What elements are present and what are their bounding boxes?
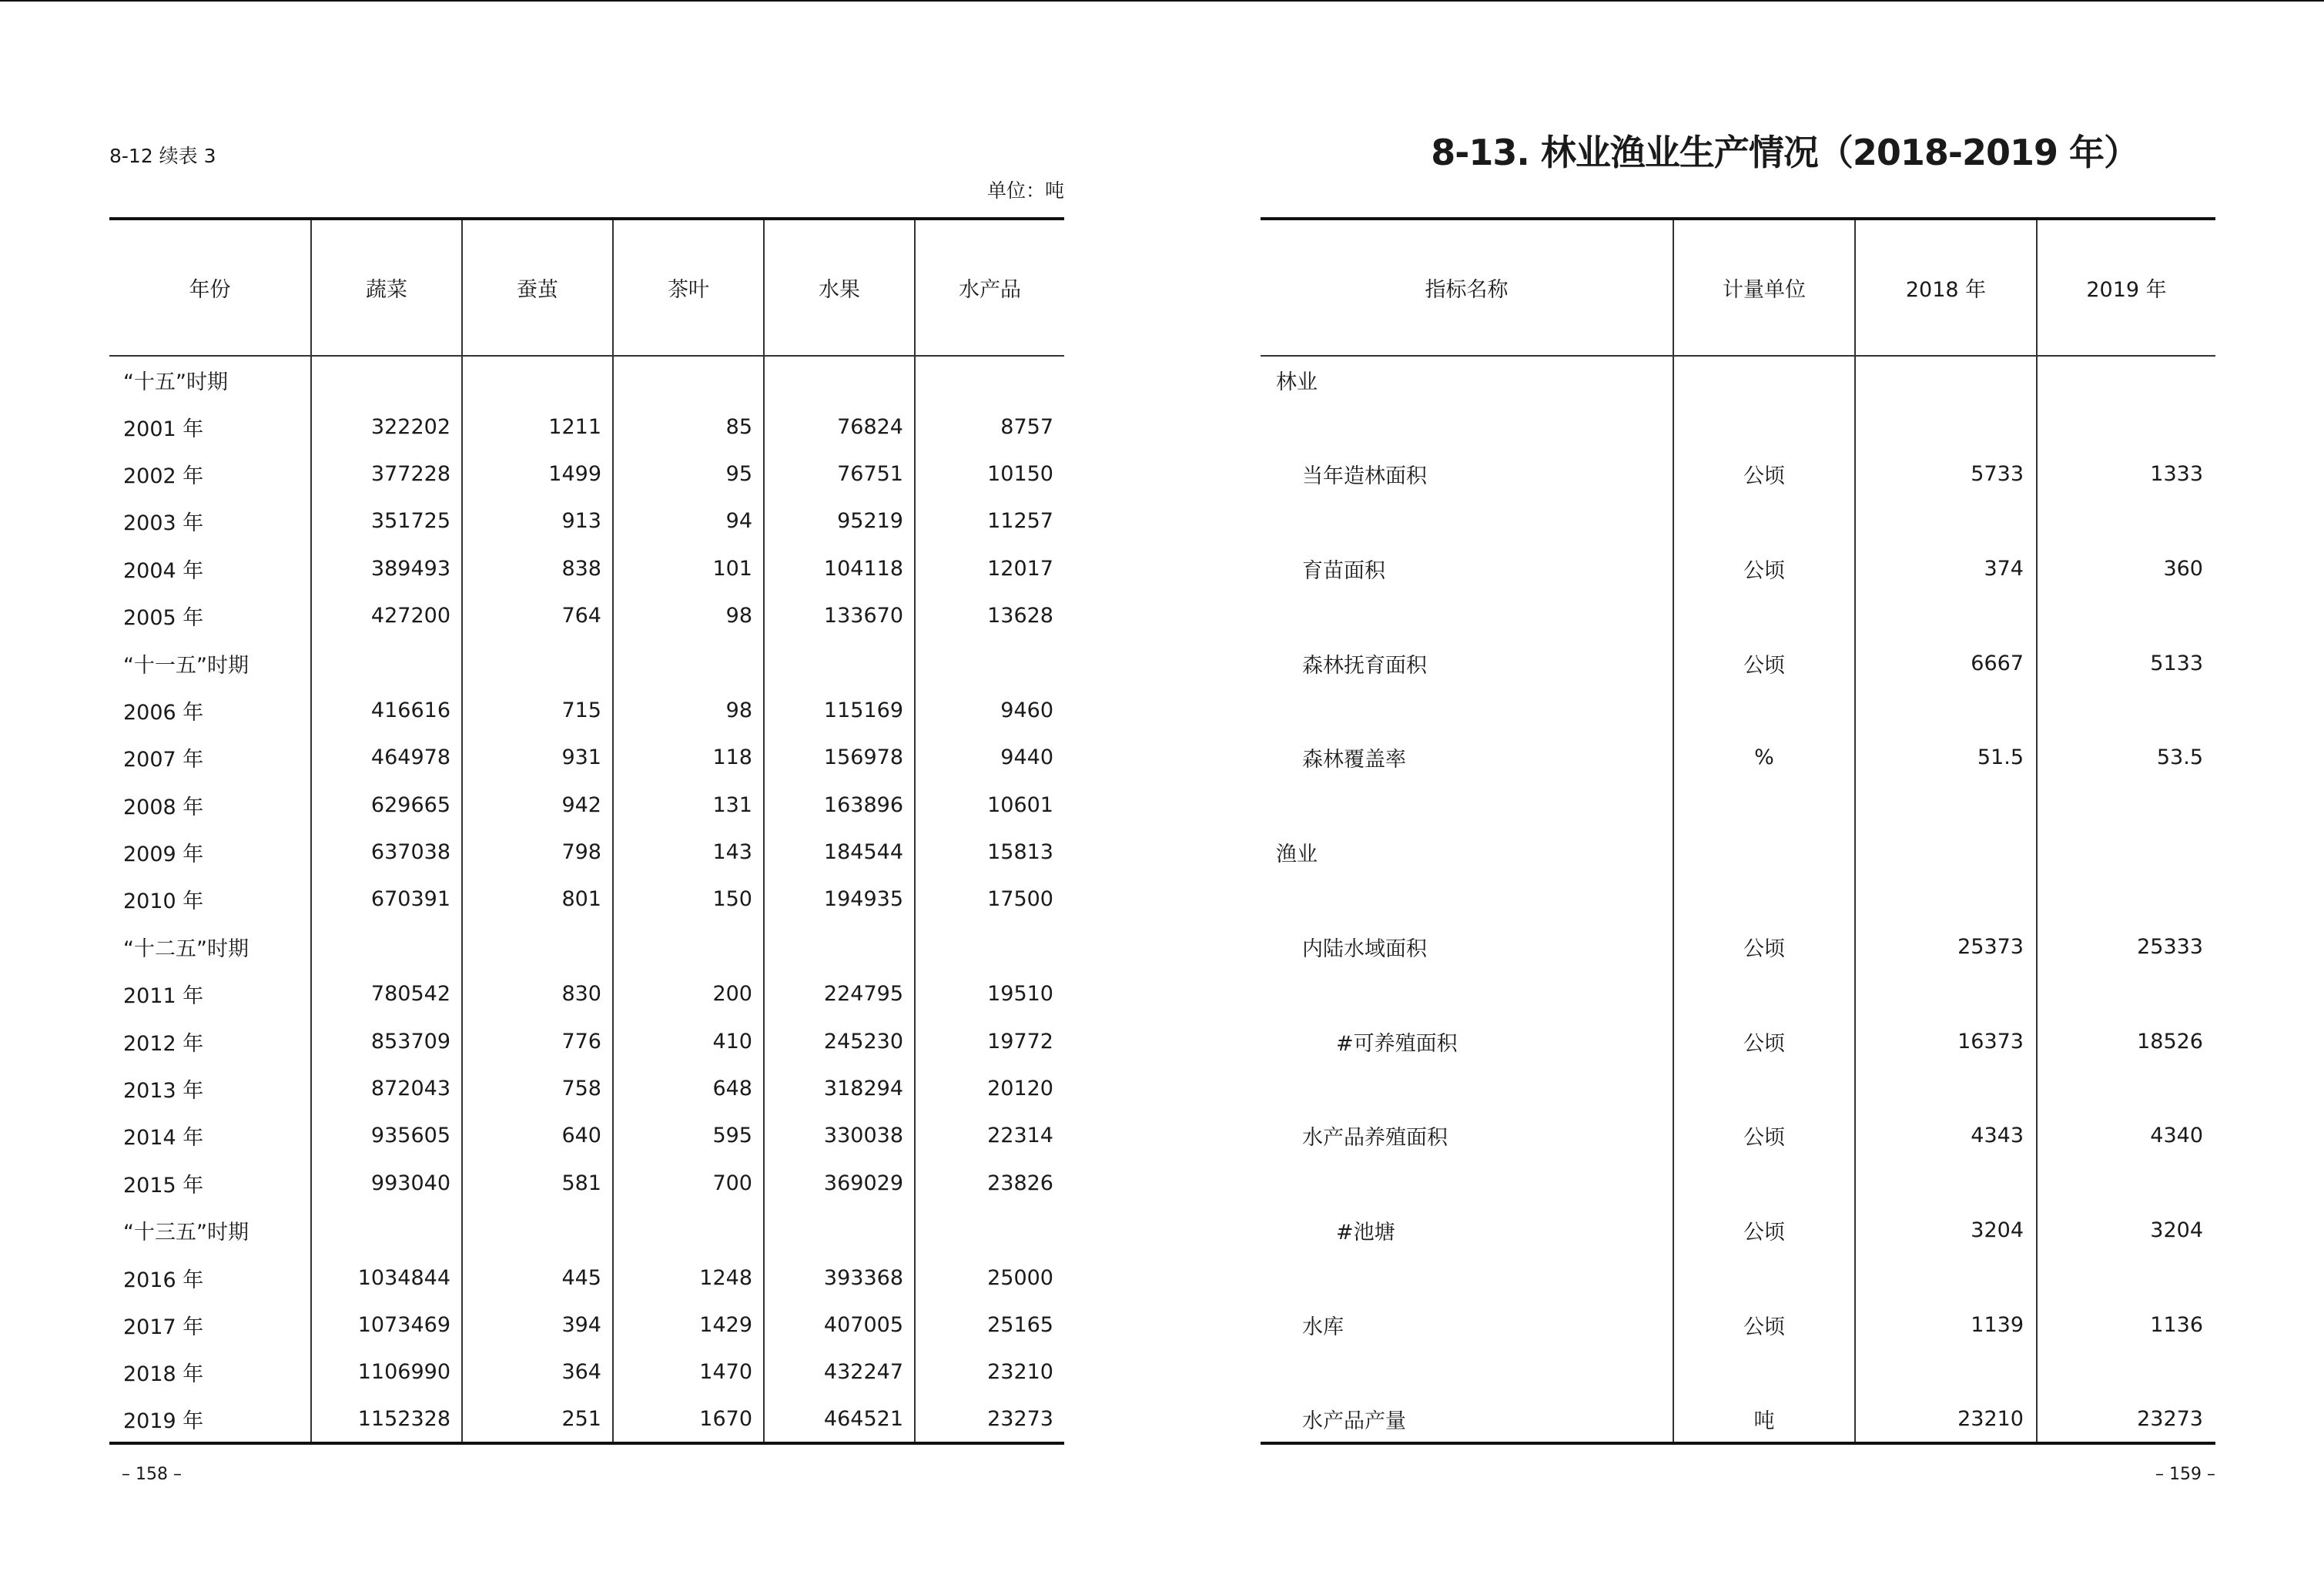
cell-value bbox=[613, 923, 764, 970]
value-2018 bbox=[1855, 356, 2037, 403]
cell-value bbox=[764, 356, 915, 403]
cell-value: 364 bbox=[462, 1348, 613, 1395]
cell-value: 432247 bbox=[764, 1348, 915, 1395]
table-row bbox=[109, 1017, 1064, 1064]
cell-value: 13628 bbox=[915, 592, 1064, 639]
unit-cell bbox=[1673, 782, 1855, 829]
header-2019: 2019 年 bbox=[2037, 219, 2215, 356]
indicator-name bbox=[1261, 1254, 1673, 1301]
cell-value: 410 bbox=[613, 1017, 764, 1064]
value-2019 bbox=[2037, 592, 2215, 639]
cell-value: 416616 bbox=[311, 687, 462, 734]
cell-value bbox=[462, 639, 613, 686]
table-title: 8-13. 林业渔业生产情况（2018-2019 年） bbox=[1431, 132, 2138, 173]
spacer-row bbox=[1261, 403, 2215, 450]
cell-value: 1073469 bbox=[311, 1302, 462, 1348]
cell-value bbox=[915, 639, 1064, 686]
cell-value: 15813 bbox=[915, 829, 1064, 876]
forestry-fishery-table bbox=[1261, 217, 2215, 1445]
cell-value: 595 bbox=[613, 1112, 764, 1159]
cell-value: 23210 bbox=[915, 1348, 1064, 1395]
spacer-row bbox=[1261, 1160, 2215, 1207]
period-row bbox=[109, 639, 1064, 686]
category-row bbox=[1261, 829, 2215, 876]
table-row bbox=[109, 687, 1064, 734]
table-row bbox=[109, 1160, 1064, 1207]
page-number: – 158 – bbox=[122, 1465, 182, 1484]
row-label: 2016 年 bbox=[123, 1268, 204, 1292]
unit-cell: 公顷 bbox=[1673, 451, 1855, 498]
cell-value: 872043 bbox=[311, 1065, 462, 1112]
value-2019 bbox=[2037, 829, 2215, 876]
value-2018 bbox=[1855, 970, 2037, 1017]
cell-value: 798 bbox=[462, 829, 613, 876]
indicator-name bbox=[1261, 1348, 1673, 1395]
cell-value: 935605 bbox=[311, 1112, 462, 1159]
row-label: 2006 年 bbox=[123, 700, 204, 725]
cell-value bbox=[764, 639, 915, 686]
period-row bbox=[109, 923, 1064, 970]
cell-value: 993040 bbox=[311, 1160, 462, 1207]
cell-value: 133670 bbox=[764, 592, 915, 639]
cell-value: 22314 bbox=[915, 1112, 1064, 1159]
indicator-name: 森林覆盖率 bbox=[1302, 748, 1406, 772]
cell-value: 1211 bbox=[462, 403, 613, 450]
row-label: “十三五”时期 bbox=[123, 1221, 249, 1245]
value-2019: 4340 bbox=[2037, 1112, 2215, 1159]
unit-cell bbox=[1673, 1065, 1855, 1112]
cell-value: 1152328 bbox=[311, 1396, 462, 1443]
value-2019 bbox=[2037, 687, 2215, 734]
cell-value: 758 bbox=[462, 1065, 613, 1112]
indicator-name: 渔业 bbox=[1276, 843, 1318, 867]
table-row bbox=[1261, 1302, 2215, 1348]
row-label: 2011 年 bbox=[123, 984, 204, 1009]
value-2019: 5133 bbox=[2037, 639, 2215, 686]
value-2018 bbox=[1855, 829, 2037, 876]
unit-cell: % bbox=[1673, 734, 1855, 781]
cell-value: 1034844 bbox=[311, 1254, 462, 1301]
header-fruit: 水果 bbox=[764, 219, 915, 356]
unit-cell bbox=[1673, 1348, 1855, 1395]
table-row bbox=[109, 970, 1064, 1017]
table-row bbox=[109, 592, 1064, 639]
row-label: 2002 年 bbox=[123, 464, 204, 488]
value-2018: 23210 bbox=[1855, 1396, 2037, 1443]
value-2018: 16373 bbox=[1855, 1017, 2037, 1064]
header-year: 年份 bbox=[109, 219, 311, 356]
indicator-name: 当年造林面积 bbox=[1302, 464, 1427, 488]
unit-label: 单位：吨 bbox=[986, 179, 1064, 202]
value-2019 bbox=[2037, 1065, 2215, 1112]
value-2019 bbox=[2037, 356, 2215, 403]
cell-value: 184544 bbox=[764, 829, 915, 876]
table-row bbox=[1261, 451, 2215, 498]
cell-value: 12017 bbox=[915, 545, 1064, 592]
spacer-row bbox=[1261, 1065, 2215, 1112]
unit-cell: 公顷 bbox=[1673, 1112, 1855, 1159]
spacer-row bbox=[1261, 876, 2215, 923]
indicator-name: 森林抚育面积 bbox=[1302, 653, 1427, 678]
cell-value: 801 bbox=[462, 876, 613, 923]
value-2018: 6667 bbox=[1855, 639, 2037, 686]
header-unit: 计量单位 bbox=[1673, 219, 1855, 356]
spacer-row bbox=[1261, 1254, 2215, 1301]
cell-value: 19510 bbox=[915, 970, 1064, 1017]
cell-value: 330038 bbox=[764, 1112, 915, 1159]
table-row bbox=[1261, 639, 2215, 686]
indicator-name bbox=[1261, 403, 1673, 450]
cell-value: 194935 bbox=[764, 876, 915, 923]
row-label: “十五”时期 bbox=[123, 370, 228, 394]
cell-value: 640 bbox=[462, 1112, 613, 1159]
indicator-name: 育苗面积 bbox=[1302, 558, 1385, 583]
indicator-name: 林业 bbox=[1276, 370, 1318, 394]
cell-value bbox=[311, 1207, 462, 1254]
cell-value: 780542 bbox=[311, 970, 462, 1017]
row-label: 2013 年 bbox=[123, 1079, 204, 1104]
value-2018 bbox=[1855, 1348, 2037, 1395]
row-label: 2012 年 bbox=[123, 1031, 204, 1056]
cell-value: 369029 bbox=[764, 1160, 915, 1207]
indicator-name: #池塘 bbox=[1336, 1221, 1395, 1245]
cell-value: 1499 bbox=[462, 451, 613, 498]
category-row bbox=[1261, 356, 2215, 403]
indicator-name bbox=[1261, 498, 1673, 544]
value-2018: 1139 bbox=[1855, 1302, 2037, 1348]
cell-value: 76824 bbox=[764, 403, 915, 450]
value-2018: 3204 bbox=[1855, 1207, 2037, 1254]
indicator-name bbox=[1261, 876, 1673, 923]
value-2018: 25373 bbox=[1855, 923, 2037, 970]
cell-value: 23826 bbox=[915, 1160, 1064, 1207]
cell-value: 670391 bbox=[311, 876, 462, 923]
value-2019 bbox=[2037, 498, 2215, 544]
value-2018: 374 bbox=[1855, 545, 2037, 592]
cell-value: 8757 bbox=[915, 403, 1064, 450]
cell-value: 838 bbox=[462, 545, 613, 592]
cell-value bbox=[311, 923, 462, 970]
header-indicator: 指标名称 bbox=[1261, 219, 1673, 356]
indicator-name bbox=[1261, 970, 1673, 1017]
table-row bbox=[109, 1302, 1064, 1348]
cell-value bbox=[311, 356, 462, 403]
cell-value: 104118 bbox=[764, 545, 915, 592]
table-row bbox=[109, 451, 1064, 498]
cell-value: 913 bbox=[462, 498, 613, 544]
spacer-row bbox=[1261, 687, 2215, 734]
unit-cell: 公顷 bbox=[1673, 923, 1855, 970]
cell-value: 245230 bbox=[764, 1017, 915, 1064]
row-label: “十一五”时期 bbox=[123, 653, 249, 678]
cell-value: 85 bbox=[613, 403, 764, 450]
unit-cell bbox=[1673, 1254, 1855, 1301]
cell-value: 318294 bbox=[764, 1065, 915, 1112]
cell-value bbox=[462, 356, 613, 403]
production-table bbox=[109, 217, 1064, 1445]
value-2019 bbox=[2037, 1348, 2215, 1395]
value-2019 bbox=[2037, 876, 2215, 923]
table-header-row bbox=[109, 219, 1064, 356]
cell-value: 1248 bbox=[613, 1254, 764, 1301]
value-2019 bbox=[2037, 403, 2215, 450]
value-2019 bbox=[2037, 1160, 2215, 1207]
unit-cell bbox=[1673, 687, 1855, 734]
unit-cell bbox=[1673, 403, 1855, 450]
indicator-name bbox=[1261, 1065, 1673, 1112]
cell-value: 393368 bbox=[764, 1254, 915, 1301]
cell-value: 9440 bbox=[915, 734, 1064, 781]
value-2018 bbox=[1855, 687, 2037, 734]
unit-cell bbox=[1673, 876, 1855, 923]
table-row bbox=[109, 829, 1064, 876]
indicator-name: 内陆水域面积 bbox=[1302, 936, 1427, 961]
header-aquatic: 水产品 bbox=[915, 219, 1064, 356]
cell-value: 394 bbox=[462, 1302, 613, 1348]
cell-value: 115169 bbox=[764, 687, 915, 734]
cell-value: 700 bbox=[613, 1160, 764, 1207]
row-label: 2015 年 bbox=[123, 1173, 204, 1198]
table-row bbox=[109, 403, 1064, 450]
unit-cell bbox=[1673, 356, 1855, 403]
header-2018: 2018 年 bbox=[1855, 219, 2037, 356]
cell-value: 445 bbox=[462, 1254, 613, 1301]
indicator-name bbox=[1261, 782, 1673, 829]
cell-value: 1470 bbox=[613, 1348, 764, 1395]
cell-value: 830 bbox=[462, 970, 613, 1017]
value-2019: 3204 bbox=[2037, 1207, 2215, 1254]
value-2019: 18526 bbox=[2037, 1017, 2215, 1064]
header-cocoons: 蚕茧 bbox=[462, 219, 613, 356]
cell-value: 101 bbox=[613, 545, 764, 592]
indicator-name: 水产品产量 bbox=[1302, 1409, 1406, 1433]
indicator-name: 水产品养殖面积 bbox=[1302, 1126, 1448, 1151]
cell-value: 143 bbox=[613, 829, 764, 876]
cell-value bbox=[915, 356, 1064, 403]
cell-value: 224795 bbox=[764, 970, 915, 1017]
indicator-name: 水库 bbox=[1302, 1315, 1344, 1339]
unit-cell: 公顷 bbox=[1673, 1207, 1855, 1254]
cell-value bbox=[613, 356, 764, 403]
cell-value: 464978 bbox=[311, 734, 462, 781]
table-row bbox=[109, 1254, 1064, 1301]
row-label: 2007 年 bbox=[123, 748, 204, 772]
table-row bbox=[1261, 1017, 2215, 1064]
cell-value: 76751 bbox=[764, 451, 915, 498]
spacer-row bbox=[1261, 592, 2215, 639]
table-row bbox=[109, 545, 1064, 592]
row-label: 2001 年 bbox=[123, 417, 204, 441]
cell-value: 377228 bbox=[311, 451, 462, 498]
cell-value: 98 bbox=[613, 592, 764, 639]
row-label: 2004 年 bbox=[123, 558, 204, 583]
cell-value: 9460 bbox=[915, 687, 1064, 734]
value-2018: 51.5 bbox=[1855, 734, 2037, 781]
indicator-name bbox=[1261, 592, 1673, 639]
value-2018 bbox=[1855, 498, 2037, 544]
cell-value: 25000 bbox=[915, 1254, 1064, 1301]
cell-value bbox=[915, 923, 1064, 970]
row-label: 2005 年 bbox=[123, 606, 204, 631]
unit-cell: 公顷 bbox=[1673, 545, 1855, 592]
value-2019 bbox=[2037, 970, 2215, 1017]
value-2018 bbox=[1855, 1160, 2037, 1207]
cell-value: 25165 bbox=[915, 1302, 1064, 1348]
cell-value: 95219 bbox=[764, 498, 915, 544]
header-vegetables: 蔬菜 bbox=[311, 219, 462, 356]
unit-cell: 吨 bbox=[1673, 1396, 1855, 1443]
value-2018 bbox=[1855, 1254, 2037, 1301]
cell-value: 351725 bbox=[311, 498, 462, 544]
header-tea: 茶叶 bbox=[613, 219, 764, 356]
cell-value: 715 bbox=[462, 687, 613, 734]
value-2018 bbox=[1855, 403, 2037, 450]
cell-value bbox=[764, 1207, 915, 1254]
cell-value: 648 bbox=[613, 1065, 764, 1112]
unit-cell: 公顷 bbox=[1673, 639, 1855, 686]
table-row bbox=[109, 782, 1064, 829]
cell-value bbox=[613, 1207, 764, 1254]
cell-value: 581 bbox=[462, 1160, 613, 1207]
cell-value: 23273 bbox=[915, 1396, 1064, 1443]
cell-value: 11257 bbox=[915, 498, 1064, 544]
table-row bbox=[109, 1112, 1064, 1159]
cell-value bbox=[764, 923, 915, 970]
value-2019: 360 bbox=[2037, 545, 2215, 592]
row-label: 2003 年 bbox=[123, 511, 204, 536]
table-row bbox=[109, 498, 1064, 544]
cell-value bbox=[462, 1207, 613, 1254]
row-label: 2008 年 bbox=[123, 795, 204, 819]
cell-value bbox=[462, 923, 613, 970]
cell-value: 427200 bbox=[311, 592, 462, 639]
cell-value: 1670 bbox=[613, 1396, 764, 1443]
cell-value: 637038 bbox=[311, 829, 462, 876]
cell-value: 10150 bbox=[915, 451, 1064, 498]
table-row bbox=[1261, 734, 2215, 781]
value-2019 bbox=[2037, 782, 2215, 829]
cell-value: 764 bbox=[462, 592, 613, 639]
row-label: 2014 年 bbox=[123, 1126, 204, 1151]
row-label: 2019 年 bbox=[123, 1409, 204, 1433]
table-row bbox=[1261, 545, 2215, 592]
value-2019 bbox=[2037, 1254, 2215, 1301]
top-border-line bbox=[0, 0, 2324, 2]
cell-value bbox=[915, 1207, 1064, 1254]
cell-value: 10601 bbox=[915, 782, 1064, 829]
cell-value: 19772 bbox=[915, 1017, 1064, 1064]
row-label: 2017 年 bbox=[123, 1315, 204, 1339]
cell-value: 629665 bbox=[311, 782, 462, 829]
spacer-row bbox=[1261, 498, 2215, 544]
value-2018: 4343 bbox=[1855, 1112, 2037, 1159]
cell-value: 156978 bbox=[764, 734, 915, 781]
unit-cell bbox=[1673, 498, 1855, 544]
spacer-row bbox=[1261, 1348, 2215, 1395]
cell-value: 464521 bbox=[764, 1396, 915, 1443]
cell-value: 200 bbox=[613, 970, 764, 1017]
table-header-row bbox=[1261, 219, 2215, 356]
indicator-name bbox=[1261, 687, 1673, 734]
cell-value: 20120 bbox=[915, 1065, 1064, 1112]
period-row bbox=[109, 1207, 1064, 1254]
cell-value: 95 bbox=[613, 451, 764, 498]
table-row bbox=[1261, 1396, 2215, 1443]
cell-value: 150 bbox=[613, 876, 764, 923]
spacer-row bbox=[1261, 970, 2215, 1017]
cell-value: 407005 bbox=[764, 1302, 915, 1348]
table-row bbox=[109, 1348, 1064, 1395]
row-label: 2018 年 bbox=[123, 1362, 204, 1387]
row-label: 2009 年 bbox=[123, 843, 204, 867]
unit-cell bbox=[1673, 592, 1855, 639]
row-label: “十二五”时期 bbox=[123, 936, 249, 961]
value-2018: 5733 bbox=[1855, 451, 2037, 498]
cell-value: 131 bbox=[613, 782, 764, 829]
table-row bbox=[1261, 923, 2215, 970]
cell-value: 118 bbox=[613, 734, 764, 781]
cell-value: 1106990 bbox=[311, 1348, 462, 1395]
unit-cell bbox=[1673, 970, 1855, 1017]
table-row bbox=[1261, 1207, 2215, 1254]
page-number: – 159 – bbox=[2155, 1465, 2215, 1484]
table-subtitle: 8-12 续表 3 bbox=[109, 145, 216, 167]
value-2018 bbox=[1855, 876, 2037, 923]
table-row bbox=[109, 1396, 1064, 1443]
cell-value: 1429 bbox=[613, 1302, 764, 1348]
value-2019: 1136 bbox=[2037, 1302, 2215, 1348]
cell-value: 776 bbox=[462, 1017, 613, 1064]
value-2018 bbox=[1855, 782, 2037, 829]
cell-value bbox=[613, 639, 764, 686]
spacer-row bbox=[1261, 782, 2215, 829]
cell-value: 17500 bbox=[915, 876, 1064, 923]
cell-value: 251 bbox=[462, 1396, 613, 1443]
cell-value: 389493 bbox=[311, 545, 462, 592]
value-2019: 23273 bbox=[2037, 1396, 2215, 1443]
value-2018 bbox=[1855, 1065, 2037, 1112]
value-2019: 25333 bbox=[2037, 923, 2215, 970]
cell-value: 322202 bbox=[311, 403, 462, 450]
cell-value: 942 bbox=[462, 782, 613, 829]
value-2018 bbox=[1855, 592, 2037, 639]
row-label: 2010 年 bbox=[123, 889, 204, 914]
cell-value: 94 bbox=[613, 498, 764, 544]
period-row bbox=[109, 356, 1064, 403]
value-2019: 53.5 bbox=[2037, 734, 2215, 781]
value-2019: 1333 bbox=[2037, 451, 2215, 498]
cell-value: 931 bbox=[462, 734, 613, 781]
indicator-name: #可养殖面积 bbox=[1336, 1031, 1458, 1056]
cell-value: 853709 bbox=[311, 1017, 462, 1064]
table-row bbox=[109, 734, 1064, 781]
table-row bbox=[1261, 1112, 2215, 1159]
unit-cell: 公顷 bbox=[1673, 1017, 1855, 1064]
cell-value: 163896 bbox=[764, 782, 915, 829]
unit-cell bbox=[1673, 1160, 1855, 1207]
table-row bbox=[109, 876, 1064, 923]
unit-cell bbox=[1673, 829, 1855, 876]
cell-value bbox=[311, 639, 462, 686]
indicator-name bbox=[1261, 1160, 1673, 1207]
cell-value: 98 bbox=[613, 687, 764, 734]
table-row bbox=[109, 1065, 1064, 1112]
unit-cell: 公顷 bbox=[1673, 1302, 1855, 1348]
